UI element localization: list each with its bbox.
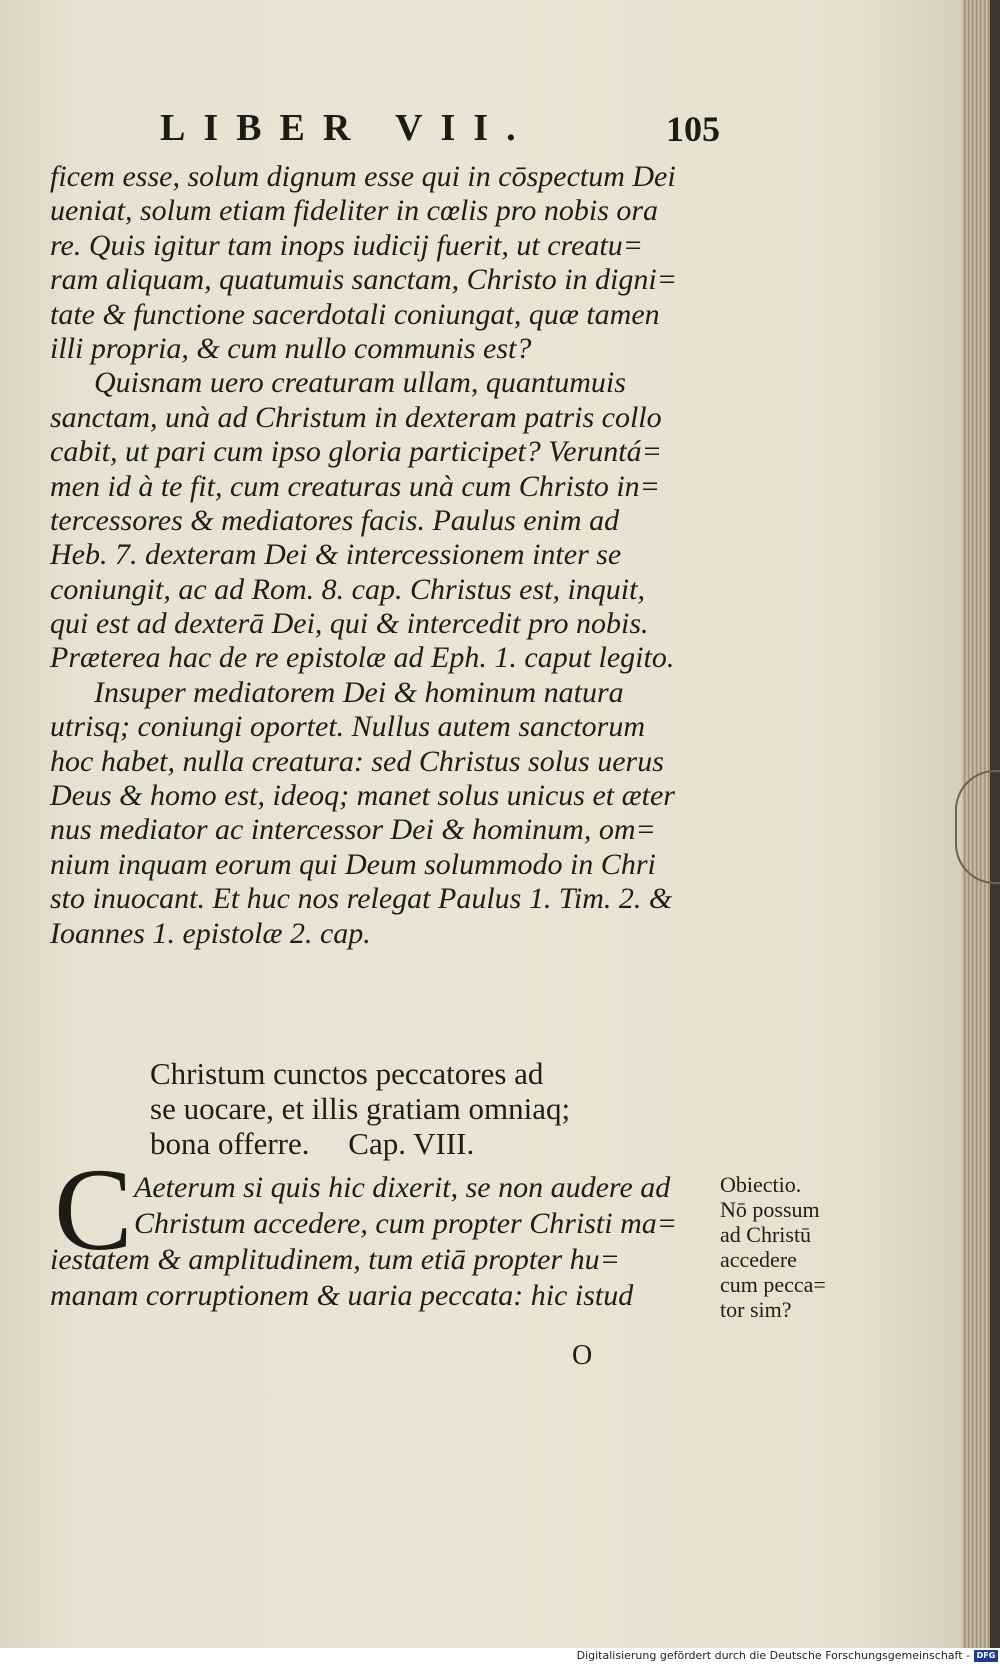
text-line: tercessores & mediatores facis. Paulus enim ad [50, 503, 620, 537]
text-line: Heb. 7. dexteram Dei & intercessionem inter se [50, 538, 622, 572]
text-line: sto inuocant. Et huc nos relegat Paulus 1. Tim. 2. & [50, 882, 673, 916]
text-line: Præterea hac de re epistolæ ad Eph. 1. caput legito. [50, 641, 675, 675]
heading-line: Christum cunctos peccatores ad [150, 1056, 544, 1091]
folio-number: 105 [666, 109, 720, 149]
margin-note-line: ad Christū [720, 1222, 812, 1247]
text-line: ficem esse, solum dignum esse qui in cōspectum Dei [50, 160, 676, 193]
text-line: ueniat, solum etiam fideliter in cœlis pro nobis ora [50, 194, 659, 228]
text-line: cabit, ut pari cum ipso gloria participet? Veruntá= [50, 435, 662, 469]
text-line: sanctam, unà ad Christum in dexteram patris collo [50, 400, 662, 434]
text-line: iestatem & amplitudinem, tum etiā propter hu= [50, 1243, 620, 1276]
text-line: ram aliquam, quatumuis sanctam, Christo in digni= [50, 263, 677, 297]
margin-note-line: Obiectio. [720, 1172, 802, 1197]
text-line: illi propria, & cum nullo communis est? [50, 331, 532, 365]
dfg-logo-icon: DFG [974, 1650, 998, 1662]
catchword: O [572, 1340, 593, 1371]
running-head [160, 106, 720, 154]
section-text [50, 1170, 730, 1314]
text-line: Insuper mediatorem Dei & hominum natura [94, 675, 624, 709]
text-line: re. Quis igitur tam inops iudicij fuerit, ut creatu= [50, 228, 643, 262]
text-line: utrisq; coniungi oportet. Nullus autem sanctorum [50, 710, 645, 744]
margin-note-line: Nō possum [720, 1197, 820, 1222]
text-line: nus mediator ac intercessor Dei & hominum, om= [50, 813, 656, 847]
drop-cap-initial: C [54, 1144, 133, 1275]
text-line: Deus & homo est, ideoq; manet solus unicus et æter [50, 779, 675, 813]
text-line: Ioannes 1. epistolæ 2. cap. [50, 916, 371, 950]
text-line: coniungit, ac ad Rom. 8. cap. Christus est, inquit, [50, 572, 645, 606]
text-line: Quisnam uero creaturam ullam, quantumuis [94, 366, 626, 400]
margin-note [720, 1172, 870, 1322]
text-line: tate & functione sacerdotali coniungat, quæ tamen [50, 297, 660, 331]
footer-credit: Digitalisierung gefördert durch die Deutsche Forschungsgemeinschaft - [576, 1649, 970, 1662]
text-line: qui est ad dexterā Dei, qui & intercedit pro nobis. [50, 607, 649, 641]
text-line: Aeterum si quis hic dixerit, se non audere ad [134, 1171, 671, 1204]
heading-line: se uocare, et illis gratiam omniaq; [150, 1091, 571, 1126]
text-line: men id à te fit, cum creaturas unà cum Christo in= [50, 469, 660, 503]
margin-note-line: cum pecca= [720, 1272, 826, 1297]
text-line: nium inquam eorum qui Deum solummodo in Chri [50, 847, 656, 881]
text-line: hoc habet, nulla creatura: sed Christus solus uerus [50, 744, 664, 778]
body-text [50, 160, 730, 951]
clip-outline [955, 770, 1000, 884]
margin-note-line: accedere [720, 1247, 797, 1272]
chapter-heading [150, 1056, 650, 1161]
running-title: LIBER VII. [160, 107, 534, 149]
margin-note-line: tor sim? [720, 1297, 792, 1322]
heading-line: bona offerre. Cap. VIII. [150, 1126, 475, 1161]
text-line: Christum accedere, cum propter Christi ma= [134, 1207, 677, 1240]
footer-bar [0, 1648, 1000, 1664]
text-line: manam corruptionem & uaria peccata: hic istud [50, 1279, 634, 1312]
